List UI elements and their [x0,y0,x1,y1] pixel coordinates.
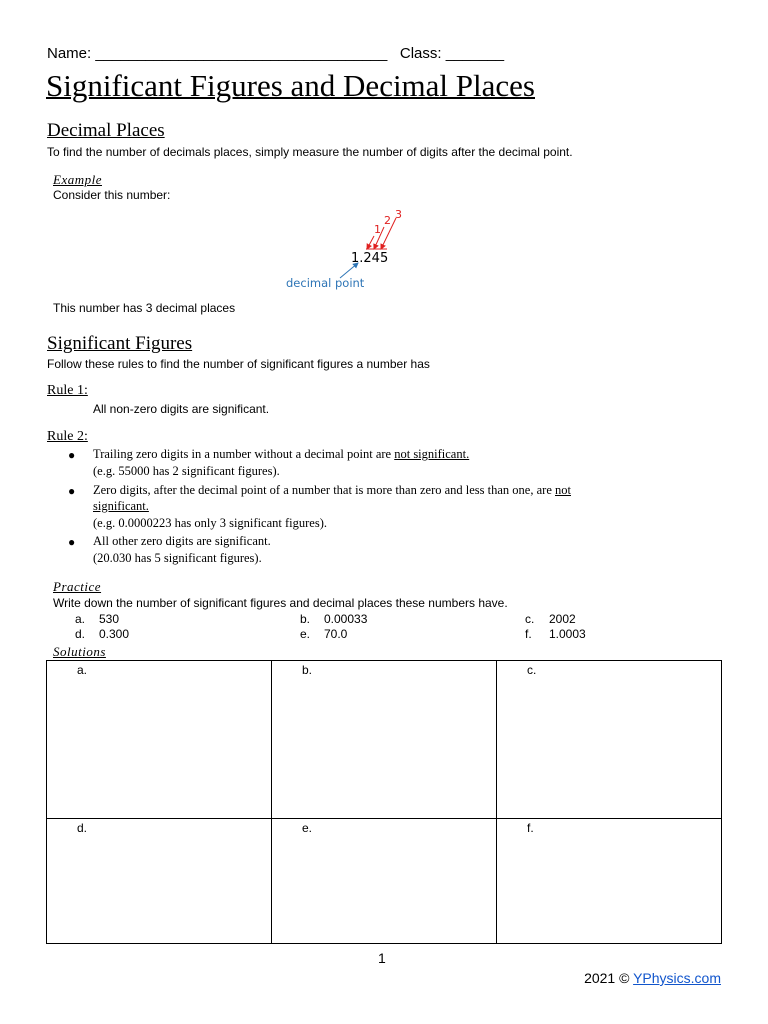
solutions-table [46,660,722,944]
decimal-places-heading: Decimal Places [47,120,165,141]
practice-item-d: d. 0.300 [75,627,130,641]
solutions-label: Solutions [53,644,106,659]
bullet-1-line-2: (e.g. 55000 has 2 significant figures). [93,464,280,478]
digit-label-1: 1 [374,223,381,236]
example-result: This number has 3 decimal places [53,301,236,315]
solution-cell-a[interactable]: a. [47,661,272,819]
practice-item-b: b. 0.00033 [300,612,368,626]
bullet-1-marker: ● [68,448,76,462]
bullet-2-line-1: Zero digits, after the decimal point of a number that is more than zero and less than one, are not [93,483,571,497]
decimal-point-label: decimal point [286,276,365,290]
digit-arrows [366,218,396,249]
practice-item-a: a. 530 [75,612,120,626]
copyright-text: 2021 © [584,970,630,986]
class-field[interactable]: _______ [445,45,505,62]
digit-arrow-1 [367,236,374,249]
page-title: Significant Figures and Decimal Places [46,68,535,103]
significant-figures-description: Follow these rules to find the number of significant figures a number has [47,357,430,371]
practice-item-c: c. 2002 [525,612,576,626]
example-label: Example [53,172,102,187]
digit-label-2: 2 [384,214,391,227]
name-field[interactable]: ___________________________________ [95,45,388,62]
significant-figures-heading: Significant Figures [47,333,193,354]
page-number: 1 [378,950,386,966]
yphysics-link[interactable]: YPhysics.com [633,970,721,986]
bullet-2-marker: ● [68,484,76,498]
example-number: 1.245 [351,251,389,266]
class-label: Class: [399,45,442,62]
practice-item-f: f. 1.0003 [525,627,586,641]
bullet-3-marker: ● [68,535,76,549]
practice-instruction: Write down the number of significant figures and decimal places these numbers have. [53,596,508,610]
footer-credit [584,970,721,986]
rule-1-label: Rule 1: [47,383,88,398]
solution-cell-c[interactable]: c. [497,661,722,819]
digit-label-3: 3 [395,208,402,221]
rule-1-text: All non-zero digits are significant. [93,402,270,416]
solution-cell-d[interactable]: d. [47,819,272,944]
name-class-line [47,45,504,62]
practice-label: Practice [53,579,102,594]
bullet-2-line-2: significant. [93,499,149,513]
solution-cell-f[interactable]: f. [497,819,722,944]
solution-cell-e[interactable]: e. [272,819,497,944]
bullet-3-line-1: All other zero digits are significant. [93,534,271,548]
rule-2-label: Rule 2: [47,429,88,444]
bullet-1-line-1: Trailing zero digits in a number without a decimal point are not significant. [93,447,470,461]
bullet-3-line-2: (20.030 has 5 significant figures). [93,551,262,565]
name-label: Name: [47,45,92,62]
practice-item-e: e. 70.0 [300,627,348,641]
decimal-place-diagram [270,200,430,300]
solution-cell-b[interactable]: b. [272,661,497,819]
bullet-2-line-3: (e.g. 0.0000223 has only 3 significant figures). [93,516,327,530]
example-intro: Consider this number: [53,188,171,202]
decimal-places-description: To find the number of decimals places, simply measure the number of digits after the decimal point. [47,145,573,159]
